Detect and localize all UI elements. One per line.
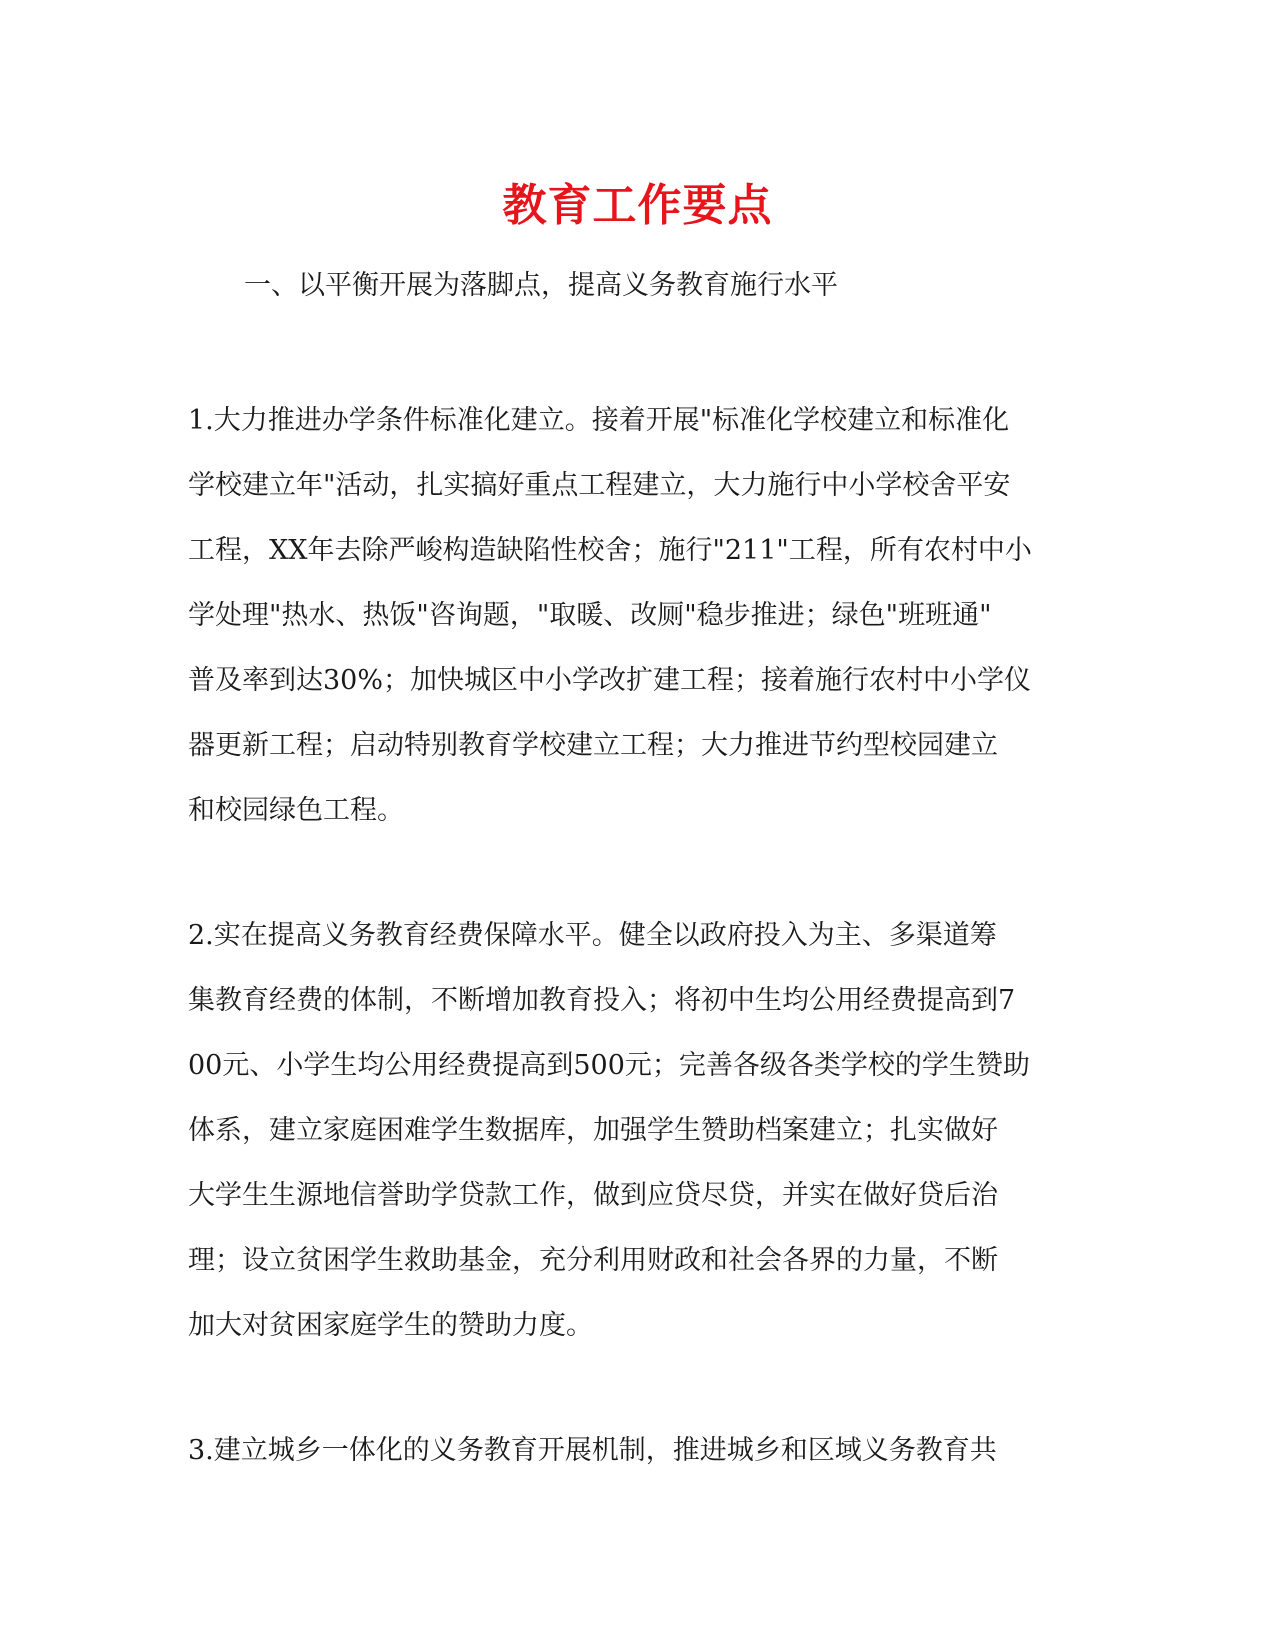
- paragraph-2: [188, 903, 1088, 1358]
- paragraph-line: 学校建立年"活动，扎实搞好重点工程建立，大力施行中小学校舍平安: [188, 470, 1011, 501]
- paragraph-line: 体系，建立家庭困难学生数据库，加强学生赞助档案建立；扎实做好: [188, 1115, 998, 1146]
- paragraph-line: 集教育经费的体制，不断增加教育投入；将初中生均公用经费提高到7: [188, 985, 1016, 1016]
- paragraph-line: 2.实在提高义务教育经费保障水平。健全以政府投入为主、多渠道筹: [188, 920, 997, 951]
- paragraph-line: 1.大力推进办学条件标准化建立。接着开展"标准化学校建立和标准化: [188, 405, 1010, 436]
- paragraph-line: 工程，XX年去除严峻构造缺陷性校舍；施行"211"工程，所有农村中小: [188, 535, 1032, 566]
- document-title: 教育工作要点: [502, 180, 773, 231]
- paragraph-line: 器更新工程；启动特别教育学校建立工程；大力推进节约型校园建立: [188, 730, 998, 761]
- paragraph-line: 00元、小学生均公用经费提高到500元；完善各级各类学校的学生赞助: [188, 1050, 1030, 1081]
- section-heading: 一、以平衡开展为落脚点，提高义务教育施行水平: [244, 270, 838, 301]
- paragraph-3: [188, 1418, 1088, 1483]
- paragraph-line: 和校园绿色工程。: [188, 795, 404, 826]
- paragraph-line: 学处理"热水、热饭"咨询题，"取暖、改厕"稳步推进；绿色"班班通": [188, 600, 992, 631]
- paragraph-line: 3.建立城乡一体化的义务教育开展机制，推进城乡和区域义务教育共: [188, 1435, 997, 1466]
- paragraph-line: 理；设立贫困学生救助基金，充分利用财政和社会各界的力量，不断: [188, 1245, 998, 1276]
- paragraph-line: 大学生生源地信誉助学贷款工作，做到应贷尽贷，并实在做好贷后治: [188, 1180, 998, 1211]
- paragraph-1: [188, 388, 1088, 843]
- paragraph-line: 普及率到达30%；加快城区中小学改扩建工程；接着施行农村中小学仪: [188, 665, 1032, 696]
- paragraph-line: 加大对贫困家庭学生的赞助力度。: [188, 1310, 593, 1341]
